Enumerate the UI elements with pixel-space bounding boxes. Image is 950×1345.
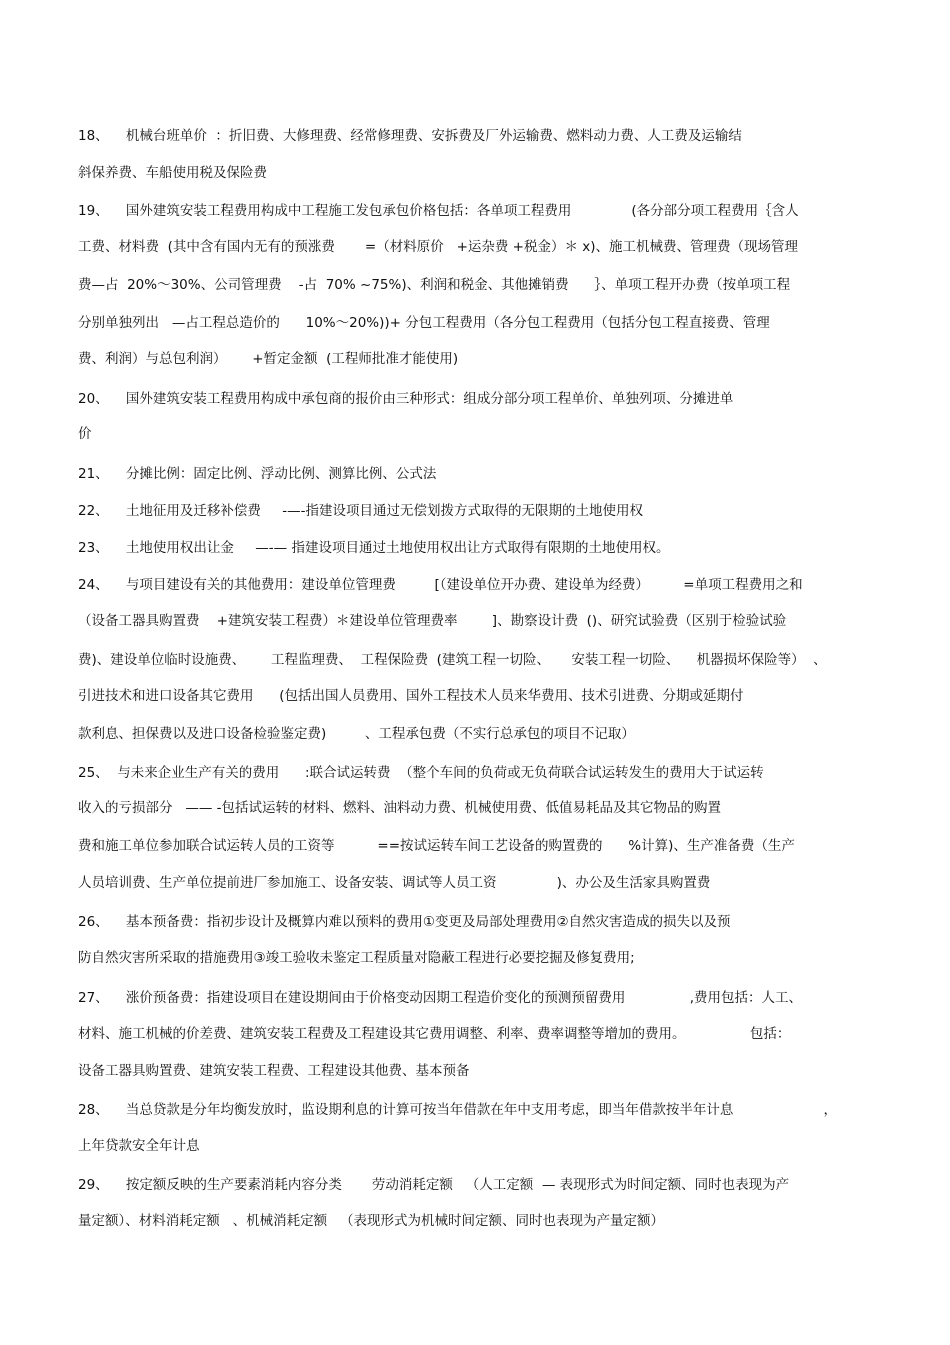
- text-line: 18、 机械台班单价 ：折旧费、大修理费、经常修理费、安拆费及厂外运输费、燃料动力费、人工费及运输结: [78, 128, 742, 144]
- text-line: 量定额）、材料消耗定额 、机械消耗定额 （表现形式为机械时间定额、同时也表现为产量定额）: [78, 1213, 664, 1229]
- text-line: （设备工器具购置费 +建筑安装工程费）＊建设单位管理费率 ]、勘察设计费 ()、研究试验费（区别于检验试验: [78, 613, 787, 629]
- text-line: 上年贷款安全年计息: [78, 1138, 200, 1154]
- text-line: 费和施工单位参加联合试运转人员的工资等 ==按试运转车间工艺设备的购置费的 %计算)、生产准备费（生产: [78, 838, 795, 854]
- text-line: 21、 分摊比例：固定比例、浮动比例、测算比例、公式法: [78, 466, 437, 482]
- text-line: 收入的亏损部分 —— -包括试运转的材料、燃料、油料动力费、机械使用费、低值易耗品及其它物品的购置: [78, 800, 722, 816]
- text-line: 24、 与项目建设有关的其他费用：建设单位管理费 [（建设单位开办费、建设单为经费） =单项工程费用之和: [78, 577, 803, 593]
- text-line: 设备工器具购置费、建筑安装工程费、工程建设其他费、基本预备: [78, 1063, 470, 1079]
- text-line: 费、利润）与总包利润） +暂定金额 (工程师批准才能使用): [78, 351, 459, 367]
- text-line: 26、 基本预备费：指初步设计及概算内难以预料的费用①变更及局部处理费用②自然灾害造成的损失以及预: [78, 914, 731, 930]
- text-line: 费)、建设单位临时设施费、 工程监理费、 工程保险费 (建筑工程一切险、 安装工程一切险、 机器损坏保险等） 、: [78, 652, 827, 668]
- text-line: 款利息、担保费以及进口设备检验鉴定费) 、工程承包费（不实行总承包的项目不记取）: [78, 726, 635, 742]
- text-line: 20、 国外建筑安装工程费用构成中承包商的报价由三种形式：组成分部分项工程单价、单独列项、分摊进单: [78, 391, 734, 407]
- text-line: 25、 与未来企业生产有关的费用 :联合试运转费 （整个车间的负荷或无负荷联合试运转发生的费用大于试运转: [78, 765, 764, 781]
- text-line: 29、 按定额反映的生产要素消耗内容分类 劳动消耗定额 （人工定额 — 表现形式为时间定额、同时也表现为产: [78, 1177, 790, 1193]
- text-line: 斜保养费、车船使用税及保险费: [78, 165, 267, 181]
- text-line: 28、 当总贷款是分年均衡发放时，监设期利息的计算可按当年借款在年中支用考虑，即当年借款按半年计息 ，: [78, 1102, 837, 1118]
- text-line: 19、 国外建筑安装工程费用构成中工程施工发包承包价格包括：各单项工程费用 (各分部分项工程费用｛含人: [78, 203, 799, 219]
- text-line: 22、 土地征用及迁移补偿费 -—-指建设项目通过无偿划拨方式取得的无限期的土地使用权: [78, 503, 644, 519]
- text-line: 工费、材料费 (其中含有国内无有的预涨费 =（材料原价 +运杂费 +税金）＊ x)、施工机械费、管理费（现场管理: [78, 239, 799, 255]
- text-line: 人员培训费、生产单位提前进厂参加施工、设备安装、调试等人员工资 )、办公及生活家具购置费: [78, 875, 711, 891]
- text-line: 材料、施工机械的价差费、建筑安装工程费及工程建设其它费用调整、利率、费率调整等增加的费用。 包括：: [78, 1026, 791, 1042]
- text-line: 27、 涨价预备费：指建设项目在建设期间由于价格变动因期工程造价变化的预测预留费用 ,费用包括：人工、: [78, 990, 803, 1006]
- text-line: 费—占 20%～30%、公司管理费 -占 70% ~75%)、利润和税金、其他摊销费 ｝、单项工程开办费（按单项工程: [78, 277, 791, 293]
- text-line: 分别单独列出 —占工程总造价的 10%～20%))+ 分包工程费用（各分包工程费用（包括分包工程直接费、管理: [78, 315, 770, 331]
- text-line: 价: [78, 426, 92, 442]
- text-line: 防自然灾害所采取的措施费用③竣工验收未鉴定工程质量对隐蔽工程进行必要挖掘及修复费用;: [78, 950, 635, 966]
- text-line: 引进技术和进口设备其它费用 (包括出国人员费用、国外工程技术人员来华费用、技术引进费、分期或延期付: [78, 688, 744, 704]
- text-line: 23、 土地使用权出让金 —-— 指建设项目通过土地使用权出让方式取得有限期的土地使用权。: [78, 540, 670, 556]
